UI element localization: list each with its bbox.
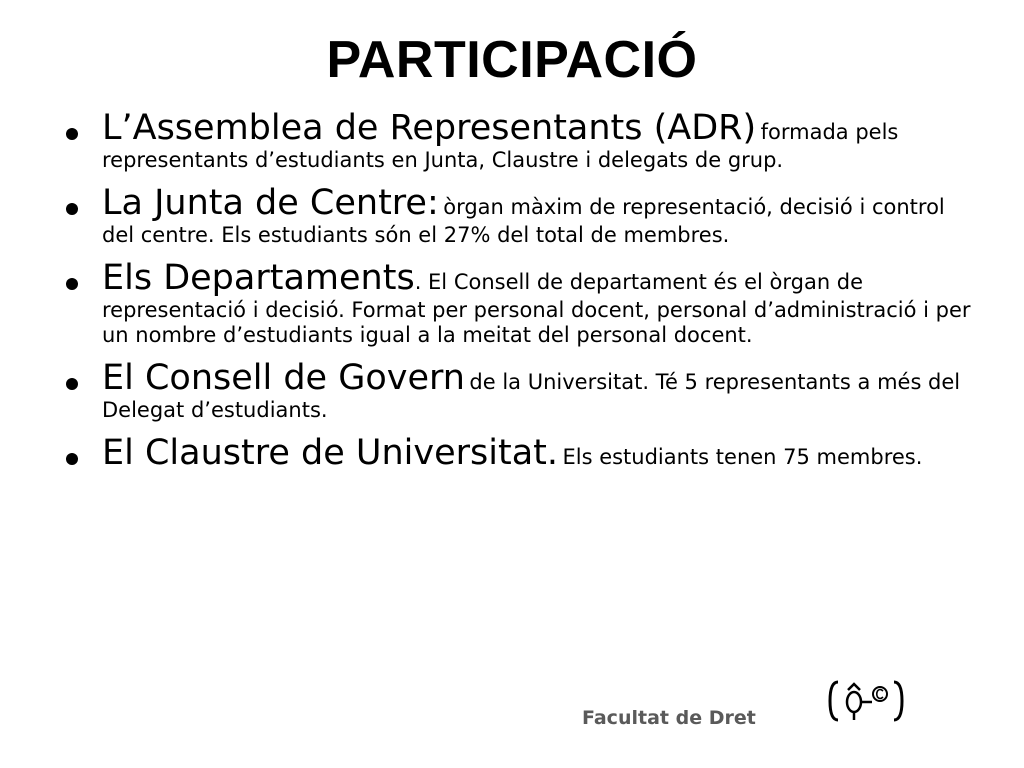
- bullet-lead: El Claustre de Universitat.: [102, 433, 559, 473]
- bullet-lead: L’Assemblea de Representants (ADR): [102, 108, 757, 148]
- bullet-lead: Els Departaments: [102, 258, 415, 298]
- bullet-text: de la Universitat. Té 5 representants a més del Delegat d’estudiants.: [102, 370, 961, 422]
- bullet-lead: El Consell de Govern: [102, 358, 465, 398]
- footer-faculty-name: Facultat de Dret: [582, 707, 756, 729]
- bullet-item-adr: [62, 108, 972, 173]
- bullet-text: òrgan màxim de representació, decisió i control del centre. Els estudiants són el 27% del total de membres.: [102, 195, 945, 247]
- bullet-list: [62, 108, 972, 483]
- bullet-dot: [66, 203, 78, 215]
- bullet-dot: [66, 378, 78, 390]
- bullet-item-consell: [62, 358, 972, 423]
- bullet-dot: [66, 453, 78, 465]
- bullet-item-junta: [62, 183, 972, 248]
- bullet-item-departaments: [62, 258, 972, 348]
- bullet-dot: [66, 278, 78, 290]
- faculty-logo-icon: [826, 676, 906, 726]
- bullet-text: . El Consell de departament és el òrgan de representació i decisió. Format per personal docent, personal d’administració i per un nombre d’estudiants igual a la meitat del personal docent.: [102, 270, 971, 347]
- bullet-dot: [66, 128, 78, 140]
- slide-title: PARTICIPACIÓ: [326, 31, 698, 89]
- bullet-text: formada pels representants d’estudiants en Junta, Claustre i delegats de grup.: [102, 120, 899, 172]
- bullet-text: Els estudiants tenen 75 membres.: [562, 445, 923, 469]
- bullet-lead: La Junta de Centre:: [102, 183, 439, 223]
- bullet-item-claustre: [62, 433, 972, 473]
